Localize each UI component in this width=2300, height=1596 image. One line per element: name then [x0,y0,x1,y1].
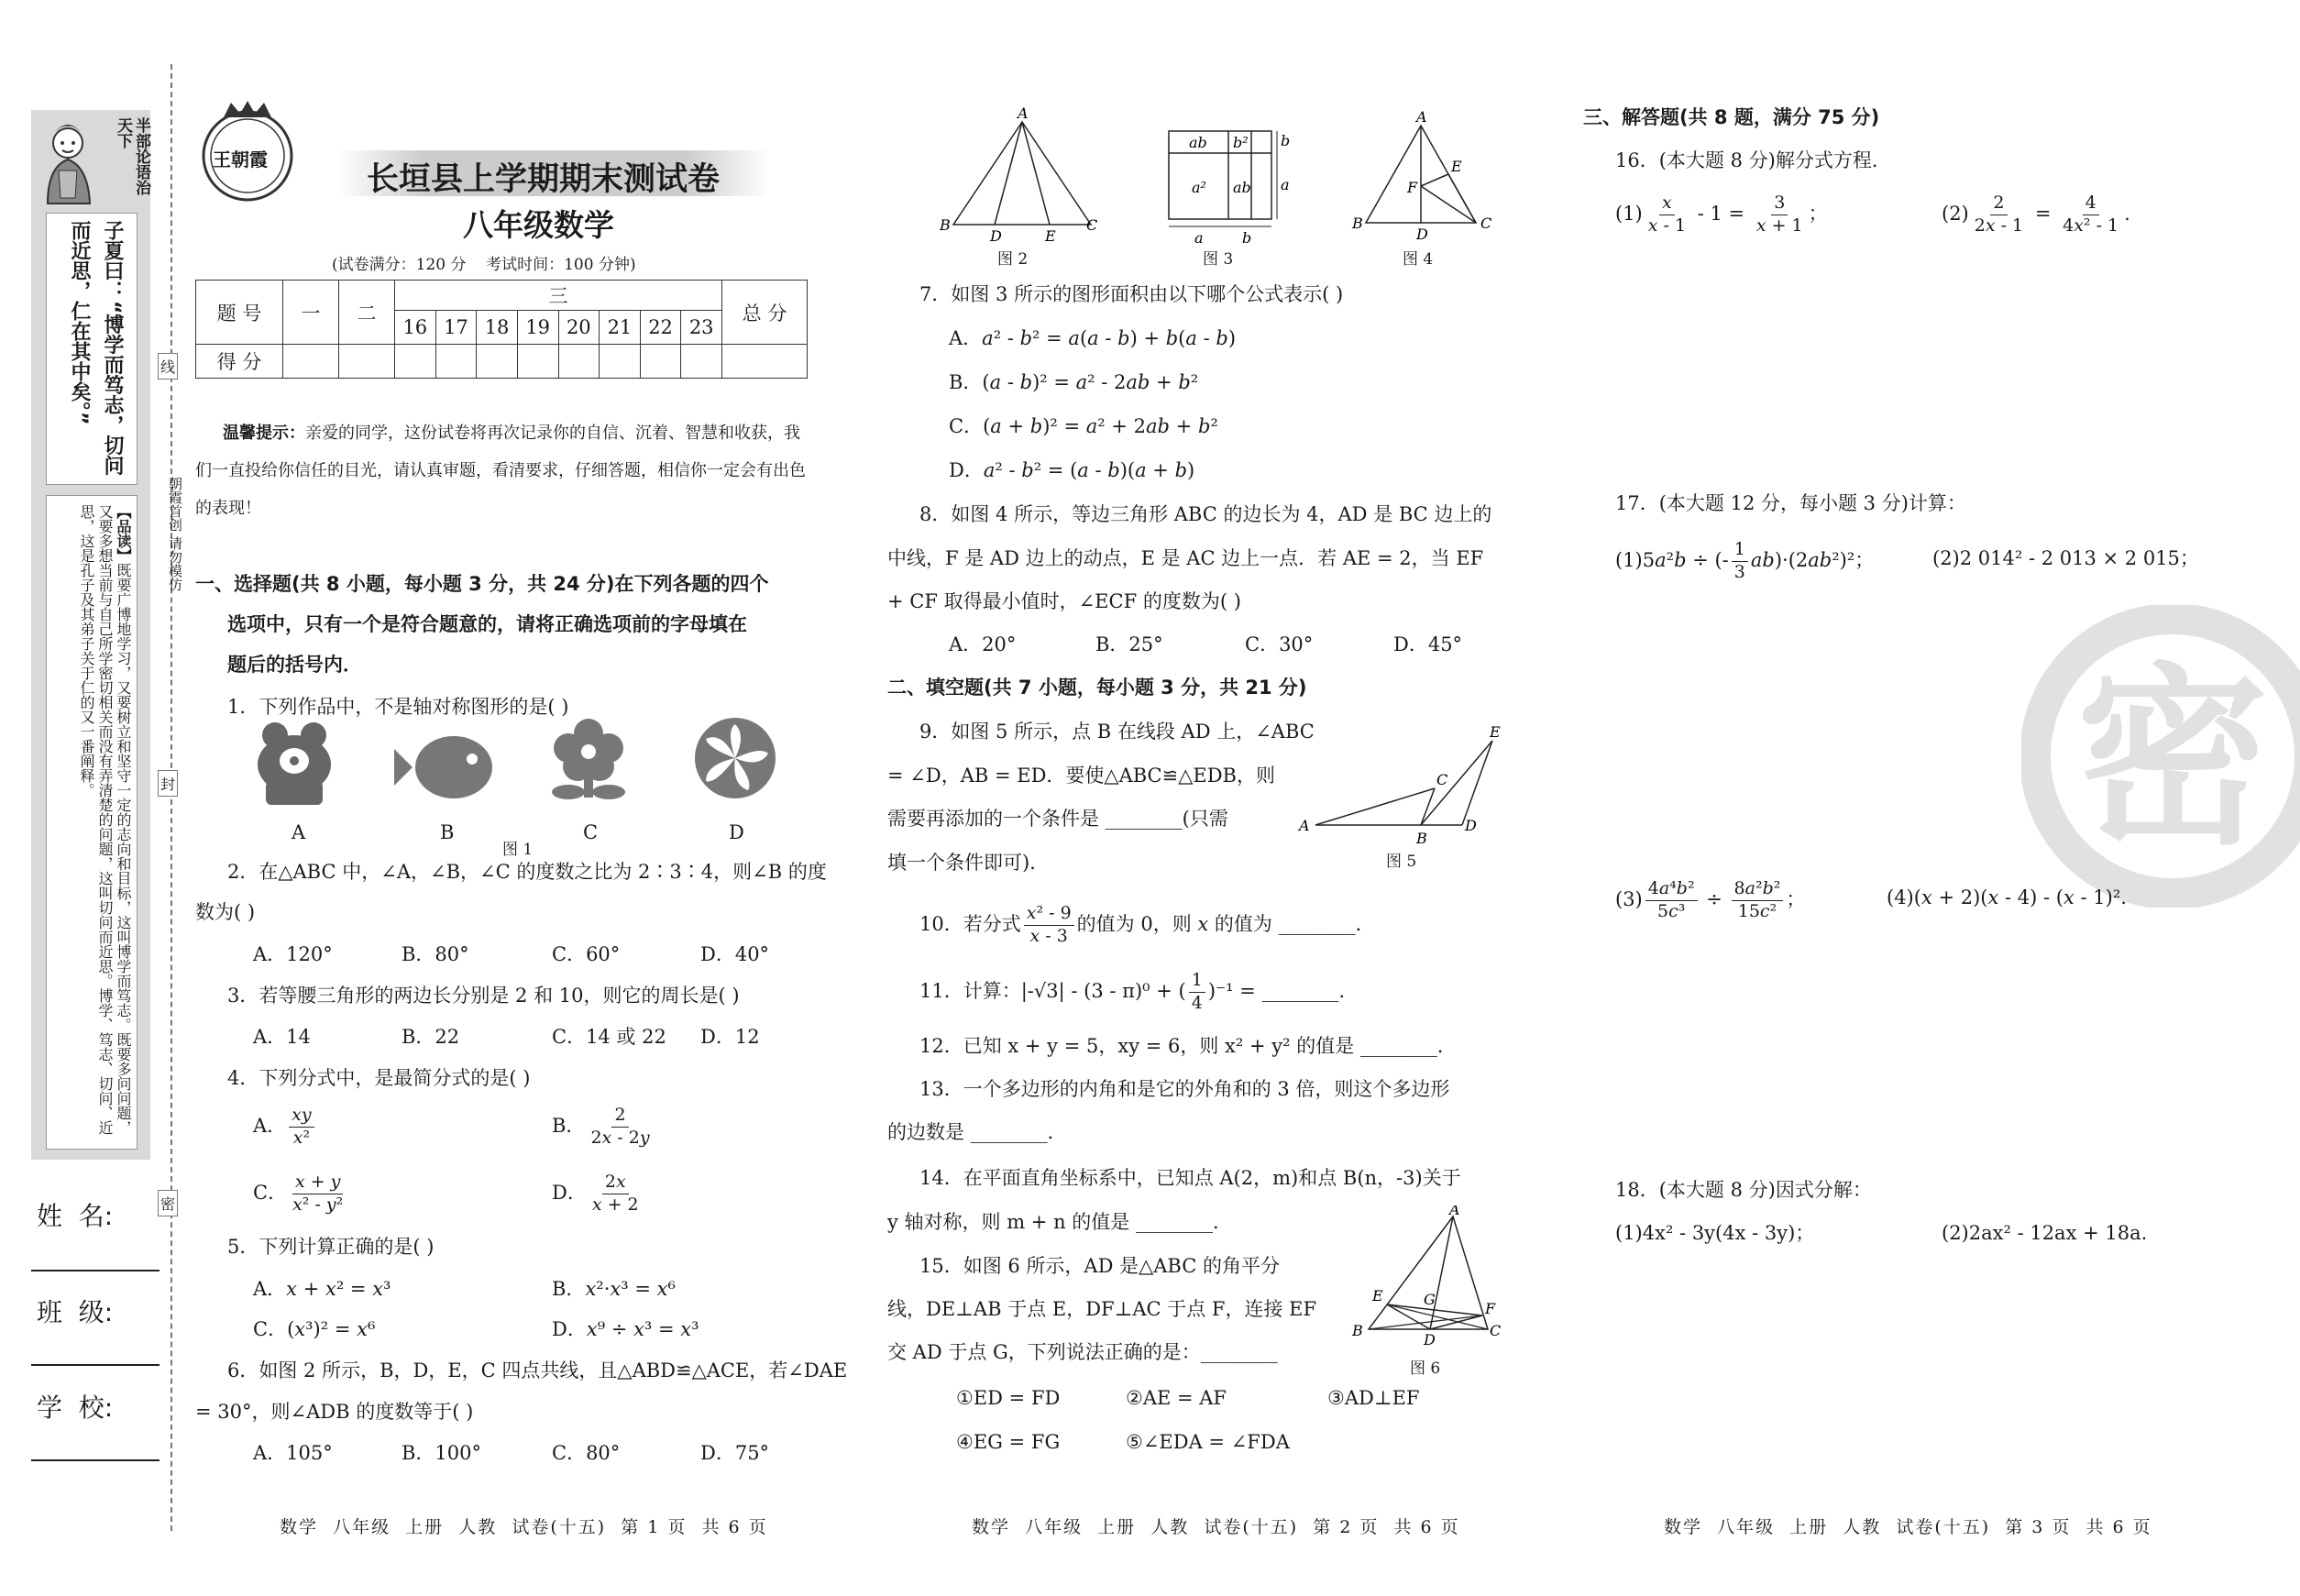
fig5-caption: 图 5 [1386,853,1417,871]
fig6 [1343,1205,1508,1352]
svg-text:B: B [1352,215,1363,232]
svg-text:A: A [1449,1205,1460,1218]
q6b: = 30°，则∠ADB 的度数等于( ) [195,1401,474,1423]
score-col-2: 二 [339,281,395,345]
q2-opt-a: A．120° [253,943,333,965]
sidebar-quote: 子夏曰：“博学而笃志，切问而近思，仁在其中矣。” [68,220,124,476]
q1-label-a: A [292,821,306,843]
svg-text:ab: ab [1189,134,1207,151]
q2b: 数为( ) [195,901,256,923]
svg-text:E: E [1451,158,1462,175]
svg-text:B: B [940,216,951,234]
q17-1: (1)5a²b ÷ (- $\frac{1}{3}$ ab)·(2ab²)²； [1615,539,1875,582]
svg-text:C: C [1480,215,1492,232]
q15-opt-5: ⑤∠EDA = ∠FDA [1126,1431,1290,1453]
score-total: 总 分 [722,281,808,345]
page-title: 长垣县上学期期末测试卷 [367,161,721,198]
name-label: 姓 名: [37,1201,114,1231]
svg-text:a: a [1281,176,1290,193]
fig4-caption: 图 4 [1403,250,1434,269]
q1-label-b: B [440,821,455,843]
q1-figures [248,717,788,809]
q6-opt-a: A．105° [253,1442,333,1464]
q4-opt-a: A． $\frac{xy}{\text{x²}}$ [253,1105,317,1150]
q15-opt-1: ①ED = FD [956,1387,1061,1409]
svg-text:E: E [1045,227,1056,245]
q9d: 填一个条件即可)． [887,852,1050,874]
score-table [195,280,808,379]
sidebar-pindu [55,504,132,1141]
svg-text:b: b [1281,132,1291,149]
pindu-label: 【品读】 [115,504,132,563]
section1-title3: 题后的括号内． [227,654,362,676]
q14b: y 轴对称，则 m + n 的值是 ________． [887,1211,1232,1233]
q2-opt-c: C．60° [552,943,621,965]
watermark-glyph: 密 [2075,646,2270,871]
exam-info: (试卷满分：120 分 考试时间：100 分钟) [332,256,636,274]
q11: 11．计算：|-√3| - (3 - π)⁰ + ( $\frac{1}{4}$ )⁻¹ = ________． [919,970,1359,1013]
q5-opt-b: B．x²·x³ = x⁶ [552,1278,676,1300]
q9b: = ∠D，AB = ED．要使△ABC≌△EDB，则 [887,765,1275,787]
q15b: 线，DE⊥AB 于点 E，DF⊥AC 于点 F，连接 EF [887,1298,1317,1320]
q16: 16．(本大题 8 分)解分式方程． [1615,149,1891,171]
svg-text:b: b [1242,229,1252,247]
q5-opt-a: A．x + x² = x³ [253,1278,391,1300]
q15-opt-2: ②AE = AF [1126,1387,1227,1409]
fig1-caption: 图 1 [502,841,534,859]
svg-text:B: B [1352,1322,1363,1339]
score-col-1: 一 [283,281,339,345]
q3-opt-b: B．22 [402,1026,460,1048]
svg-text:C: C [1490,1322,1502,1339]
q3-opt-d: D．12 [700,1026,760,1048]
q7-opt-d: D．a² - b² = (a - b)(a + b) [949,459,1195,481]
svg-text:D: D [1416,226,1428,243]
q15a: 15．如图 6 所示，AD 是△ABC 的角平分 [919,1255,1280,1277]
fig6-caption: 图 6 [1410,1359,1441,1378]
q3: 3．若等腰三角形的两边长分别是 2 和 10，则它的周长是( ) [227,985,740,1007]
q4-opt-c: C． $\frac{x + y}{\text{x² - y²}}$ [253,1172,344,1215]
svg-text:C: C [1436,771,1448,788]
q7-opt-b: B．(a - b)² = a² - 2ab + b² [949,371,1199,393]
svg-text:D: D [990,227,1002,245]
score-sub-23: 23 [681,311,722,345]
q17: 17．(本大题 12 分，每小题 3 分)计算： [1615,492,1966,514]
q1: 1．下列作品中，不是轴对称图形的是( ) [227,696,569,718]
binding-mark-1: 线 [158,353,178,380]
tip-label: 温馨提示： [223,424,305,443]
q1-label-d: D [729,821,744,843]
score-sub-19: 19 [517,311,558,345]
svg-text:F: F [1407,179,1418,196]
svg-text:A: A [1416,108,1427,126]
q15-opt-4: ④EG = FG [956,1431,1061,1453]
svg-text:D: D [1424,1331,1436,1348]
tip [195,414,808,527]
score-sub-21: 21 [600,311,641,345]
svg-text:E: E [1372,1287,1383,1304]
q10: 10．若分式 $\frac{\text{x² - 9}}{x - 3}$ 的值为 0，则 x 的值为 ________． [919,903,1375,946]
svg-text:C: C [1086,216,1098,234]
class-label: 班 级: [37,1297,114,1327]
q18-1: (1)4x² - 3y(4x - 3y)； [1615,1222,1815,1244]
svg-text:B: B [1416,830,1427,847]
q18-2: (2)2ax² - 12ax + 18a. [1942,1222,2148,1244]
section1-title2: 选项中，只有一个是符合题意的，请将正确选项前的字母填在 [227,613,747,635]
q17-2: (2)2 014² - 2 013 × 2 015； [1932,547,2199,569]
q14a: 14．在平面直角坐标系中，已知点 A(2，m)和点 B(n，-3)关于 [919,1167,1461,1189]
q1-label-c: C [583,821,599,843]
score-sub-18: 18 [477,311,518,345]
q7: 7．如图 3 所示的图形面积由以下哪个公式表示( ) [919,283,1344,305]
tip-text: 亲爱的同学，这份试卷将再次记录你的自信、沉着、智慧和收获，我们一直投给你信任的目光，请认真审题，看清要求，仔细答题，相信你一定会有出色的表现！ [195,424,806,518]
score-col-3: 三 [395,281,722,311]
binding-line [171,64,172,1531]
q16-2: (2) $\frac{2}{2x - 1}$ = $\frac{4}{\text{4x² - 1}}$ . [1942,193,2130,236]
section3-title: 三、解答题(共 8 题，满分 75 分) [1583,106,1880,128]
svg-text:a: a [1194,229,1204,247]
q6-opt-b: B．100° [402,1442,482,1464]
pindu-text: 既要广博地学习，又要树立和坚守一定的志向和目标，这叫博学而笃志。既要多问问题，又要多想当前与自己所学密切相关而没有弄清楚的问题，这叫切问而近思。博学、笃志、切问、近思，这是孔子及其弟子关于仁的又一番阐释。 [78,504,132,1135]
q9a: 9．如图 5 所示，点 B 在线段 AD 上，∠ABC [919,721,1315,743]
q5-opt-c: C．(x³)² = x⁶ [253,1318,376,1340]
q8a: 8．如图 4 所示，等边三角形 ABC 的边长为 4，AD 是 BC 边上的 [919,503,1492,525]
section1-title: 一、选择题(共 8 小题，每小题 3 分，共 24 分)在下列各题的四个 [195,573,769,595]
sidebar-avatar [35,116,106,205]
q17-4: (4)(x + 2)(x - 4) - (x - 1)². [1887,886,2127,908]
binding-note: 朝霞首创 请勿模仿 [167,477,183,591]
watermark [2021,605,2300,908]
q7-opt-a: A．a² - b² = a(a - b) + b(a - b) [949,327,1237,349]
section2-title: 二、填空题(共 7 小题，每小题 3 分，共 21 分) [887,677,1307,699]
svg-text:ab: ab [1233,179,1251,196]
svg-text:D: D [1465,817,1477,834]
q8-opt-a: A．20° [949,633,1017,655]
q4-opt-d: D． $\frac{2x}{x + 2}$ [552,1172,639,1215]
score-row-label: 题 号 [196,281,283,345]
footer-page-2: 数学 八年级 上册 人教 试卷(十五) 第 2 页 共 6 页 [972,1517,1460,1537]
svg-text:b²: b² [1233,134,1249,151]
svg-text:E: E [1490,724,1501,741]
svg-text:G: G [1424,1291,1436,1308]
svg-text:A: A [1299,817,1310,834]
fig5 [1297,724,1508,862]
svg-text:a²: a² [1192,179,1206,196]
q18: 18．(本大题 8 分)因式分解： [1615,1179,1872,1201]
binding-mark-2: 封 [158,770,178,797]
svg-text:A: A [1018,105,1029,122]
q13a: 13．一个多边形的内角和是它的外角和的 3 倍，则这个多边形 [919,1078,1450,1100]
score-sub-17: 17 [435,311,477,345]
score-sub-16: 16 [395,311,436,345]
q6a: 6．如图 2 所示，B，D，E，C 四点共线，且△ABD≌△ACE，若∠DAE [227,1359,848,1381]
q7-opt-c: C．(a + b)² = a² + 2ab + b² [949,415,1218,437]
school-line [31,1459,160,1461]
name-line [31,1270,160,1271]
q8b: 中线，F 是 AD 边上的动点，E 是 AC 边上一点．若 AE = 2，当 EF [887,547,1484,569]
q6-opt-d: D．75° [700,1442,770,1464]
q17-3: (3) $\frac{\text{4a⁴b²}}{\text{5c³}}$ ÷ $\frac{\text{8a²b²}}{\text{15c²}}$ ； [1615,878,1806,921]
q8-opt-d: D．45° [1393,633,1463,655]
fig3-caption: 图 3 [1203,250,1234,269]
score-sub-22: 22 [640,311,681,345]
q4-opt-b: B． $\frac{2}{2x - 2y}$ [552,1105,650,1148]
q3-opt-c: C．14 或 22 [552,1026,666,1048]
q15-opt-3: ③AD⊥EF [1327,1387,1420,1409]
footer-page-1: 数学 八年级 上册 人教 试卷(十五) 第 1 页 共 6 页 [280,1517,768,1537]
q2-opt-d: D．40° [700,943,770,965]
q8-opt-c: C．30° [1245,633,1314,655]
binding-mark-3: 密 [158,1190,178,1216]
svg-text:F: F [1485,1300,1496,1317]
q13b: 的边数是 ________． [887,1121,1067,1143]
q2a: 2．在△ABC 中，∠A，∠B，∠C 的度数之比为 2∶3∶4，则∠B 的度 [227,861,827,883]
score-row2-label: 得 分 [196,345,283,379]
q5-opt-d: D．x⁹ ÷ x³ = x³ [552,1318,699,1340]
q4: 4．下列分式中，是最简分式的是( ) [227,1067,531,1089]
school-label: 学 校: [37,1392,114,1423]
q3-opt-a: A．14 [253,1026,311,1048]
q9c: 需要再添加的一个条件是 ________(只需 [887,808,1228,830]
page-subtitle: 八年级数学 [463,207,614,243]
score-sub-20: 20 [558,311,600,345]
sidebar-badge: 半部论语治天下 [114,117,150,195]
q12: 12．已知 x + y = 5，xy = 6，则 x² + y² 的值是 ________． [919,1035,1457,1057]
q8c: + CF 取得最小值时，∠ECF 的度数为( ) [887,590,1241,612]
q8-opt-b: B．25° [1095,633,1163,655]
q6-opt-c: C．80° [552,1442,621,1464]
q16-1: (1) $\frac{x}{x - 1}$ - 1 = $\frac{3}{x + 1}$ ； [1615,193,1828,236]
footer-page-3: 数学 八年级 上册 人教 试卷(十五) 第 3 页 共 6 页 [1664,1517,2152,1537]
fig2-caption: 图 2 [997,250,1029,269]
q2-opt-b: B．80° [402,943,469,965]
q5: 5．下列计算正确的是( ) [227,1236,435,1258]
class-line [31,1364,160,1366]
q15c: 交 AD 于点 G，下列说法正确的是：________ [887,1341,1278,1363]
logo-text: 王朝霞 [213,149,268,171]
